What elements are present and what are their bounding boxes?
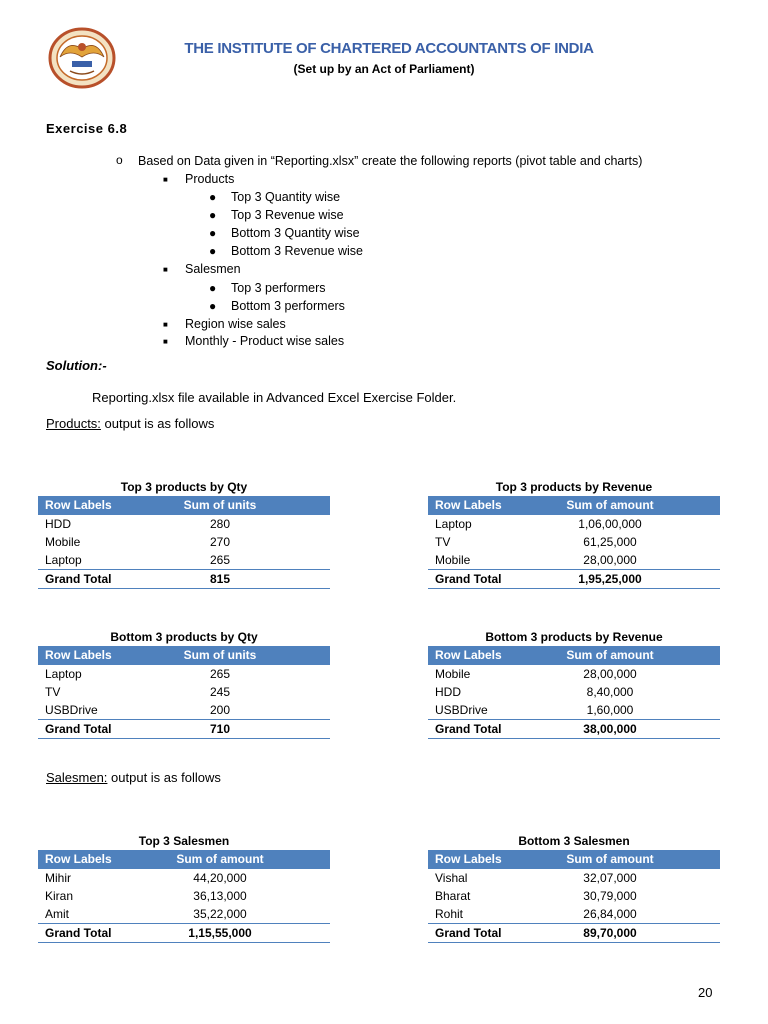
file-note: Reporting.xlsx file available in Advanced Excel Exercise Folder. [92, 390, 457, 405]
grand-total-row: Grand Total 710 [38, 719, 330, 739]
grand-total-row: Grand Total 1,95,25,000 [428, 569, 720, 589]
exercise-title: Exercise 6.8 [46, 121, 128, 136]
header-cell: Row Labels [435, 498, 502, 512]
list-item: Top 3 Revenue wise [231, 208, 344, 222]
solution-label: Solution:- [46, 358, 107, 373]
table-caption: Bottom 3 Salesmen [518, 834, 630, 848]
header-cell: Row Labels [435, 852, 502, 866]
dot-bullet-icon: ● [209, 299, 217, 313]
table-header [428, 496, 720, 515]
table-row: Mobile 28,00,000 [435, 553, 637, 567]
dot-bullet-icon: ● [209, 281, 217, 295]
table-row: Bharat 30,79,000 [435, 889, 637, 903]
pivot-table-bottom3-salesmen [428, 832, 720, 943]
table-caption: Bottom 3 products by Revenue [485, 630, 663, 644]
table-caption: Top 3 Salesmen [138, 834, 230, 848]
table-row: USBDrive 200 [45, 703, 231, 717]
list-item: Top 3 Quantity wise [231, 190, 341, 204]
list-item: Products [185, 172, 235, 186]
table-row: TV 245 [45, 685, 231, 699]
table-header [38, 496, 330, 515]
header-cell: Sum of amount [566, 648, 654, 662]
square-bullet-icon: ■ [163, 337, 168, 346]
table-header [38, 646, 330, 665]
circle-bullet-icon: o [116, 153, 123, 167]
table-header [428, 646, 720, 665]
header-cell: Sum of units [183, 648, 257, 662]
table-row: Laptop 265 [45, 667, 231, 681]
page-number: 20 [698, 985, 713, 1000]
table-row: Mobile 28,00,000 [435, 667, 637, 681]
header-cell: Row Labels [45, 852, 112, 866]
products-heading [46, 416, 214, 431]
grand-total-row: Grand Total 1,15,55,000 [38, 923, 330, 943]
list-item: Bottom 3 Revenue wise [231, 244, 364, 258]
grand-total-row: Grand Total 38,00,000 [428, 719, 720, 739]
header-cell: Sum of units [183, 498, 257, 512]
table-row: Mobile 270 [45, 535, 231, 549]
salesmen-suffix: output is as follows [107, 770, 221, 785]
pivot-table-top3-revenue [428, 478, 720, 589]
table-row: Laptop 265 [45, 553, 231, 567]
list-item: Region wise sales [185, 317, 286, 331]
icai-emblem-icon [48, 27, 116, 89]
square-bullet-icon: ■ [163, 175, 168, 184]
grand-total-row: Grand Total 89,70,000 [428, 923, 720, 943]
list-item: Salesmen [185, 262, 241, 276]
dot-bullet-icon: ● [209, 226, 217, 240]
table-row: TV 61,25,000 [435, 535, 637, 549]
table-caption: Bottom 3 products by Qty [110, 630, 258, 644]
list-item: Monthly - Product wise sales [185, 334, 345, 348]
products-label: Products: [46, 416, 101, 431]
table-caption: Top 3 products by Revenue [495, 480, 653, 494]
table-row: HDD 280 [45, 517, 231, 531]
header-cell: Row Labels [435, 648, 502, 662]
table-row: Vishal 32,07,000 [435, 871, 637, 885]
table-row: Rohit 26,84,000 [435, 907, 637, 921]
list-item: Bottom 3 Quantity wise [231, 226, 360, 240]
dot-bullet-icon: ● [209, 208, 217, 222]
pivot-table-top3-qty [38, 478, 330, 589]
header-cell: Sum of amount [566, 852, 654, 866]
dot-bullet-icon: ● [209, 190, 217, 204]
products-suffix: output is as follows [100, 416, 215, 431]
dot-bullet-icon: ● [209, 244, 217, 258]
header-cell: Sum of amount [176, 852, 264, 866]
header-cell: Sum of amount [566, 498, 654, 512]
pivot-table-top3-salesmen [38, 832, 330, 943]
salesmen-heading [46, 770, 221, 785]
table-row: Mihir 44,20,000 [45, 871, 247, 885]
institute-subtitle: (Set up by an Act of Parliament) [293, 62, 475, 76]
grand-total-row: Grand Total 815 [38, 569, 330, 589]
institute-title: THE INSTITUTE OF CHARTERED ACCOUNTANTS OF INDIA [184, 40, 594, 57]
exercise-task: Based on Data given in “Reporting.xlsx” create the following reports (pivot table and charts) [138, 154, 643, 168]
list-item: Bottom 3 performers [231, 299, 345, 313]
table-row: Kiran 36,13,000 [45, 889, 247, 903]
header-cell: Row Labels [45, 498, 112, 512]
pivot-table-bottom3-qty [38, 628, 330, 739]
header-cell: Row Labels [45, 648, 112, 662]
square-bullet-icon: ■ [163, 320, 168, 329]
table-row: HDD 8,40,000 [435, 685, 634, 699]
salesmen-label: Salesmen: [46, 770, 108, 785]
table-header [428, 850, 720, 869]
table-row: Laptop 1,06,00,000 [435, 517, 642, 531]
square-bullet-icon: ■ [163, 265, 168, 274]
table-row: Amit 35,22,000 [45, 907, 247, 921]
list-item: Top 3 performers [231, 281, 326, 295]
table-caption: Top 3 products by Qty [120, 480, 248, 494]
pivot-table-bottom3-revenue [428, 628, 720, 739]
table-row: USBDrive 1,60,000 [435, 703, 634, 717]
table-header [38, 850, 330, 869]
